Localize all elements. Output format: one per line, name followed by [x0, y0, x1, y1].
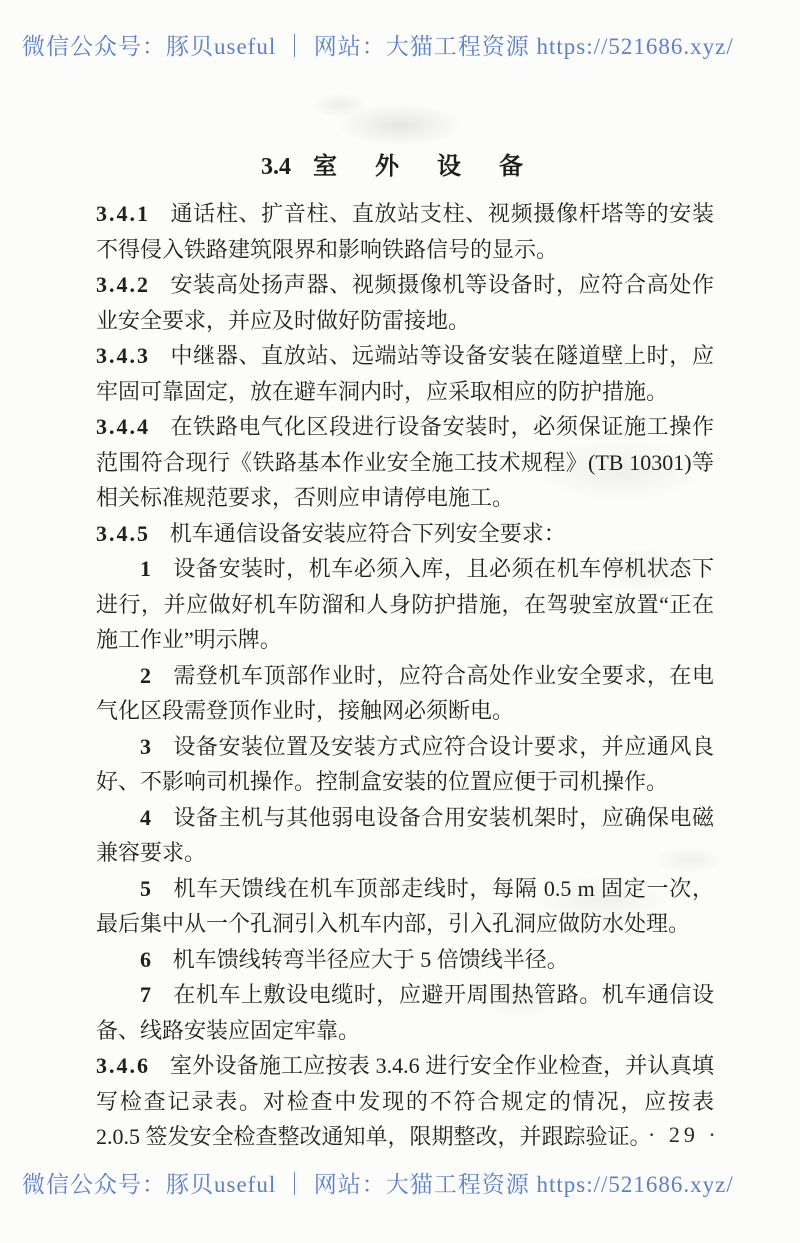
clause-text: 在铁路电气化区段进行设备安装时，必须保证施工操作范围符合现行《铁路基本作业安全施工技术规程》(TB 10301)等相关标准规范要求，否则应申请停电施工。: [96, 414, 714, 510]
clause-text: 机车天馈线在机车顶部走线时，每隔 0.5 m 固定一次，最后集中从一个孔洞引入机车内部，引入孔洞应做防水处理。: [96, 875, 714, 936]
clause-paragraph: [96, 409, 714, 516]
footer-watermark: 微信公众号：豚贝useful ｜ 网站：大猫工程资源 https://521686.xyz/: [22, 1172, 734, 1197]
clause-text: 通话柱、扩音柱、直放站支柱、视频摄像杆塔等的安装不得侵入铁路建筑限界和影响铁路信号的显示。: [96, 201, 714, 262]
page-number: · 29 ·: [648, 1122, 720, 1147]
clause-paragraph: [96, 800, 714, 871]
clause-text: 设备安装时，机车必须入库，且必须在机车停机状态下进行，并应做好机车防溜和人身防护措施，在驾驶室放置“正在施工作业”明示牌。: [96, 556, 714, 652]
clause-text: 机车通信设备安装应符合下列安全要求：: [169, 520, 566, 546]
clause-text: 在机车上敷设电缆时，应避开周围热管路。机车通信设备、线路安装应固定牢靠。: [96, 982, 714, 1043]
clause-number: 4: [140, 804, 153, 830]
clause-number: 3: [140, 733, 153, 759]
clause-number: 3.4.2: [96, 272, 150, 297]
clause-number: 6: [140, 946, 153, 972]
clause-number: 3.4.3: [96, 343, 150, 368]
clause-paragraph: [96, 977, 714, 1048]
section-title-number: 3.4: [261, 154, 291, 180]
section-title: [0, 146, 800, 181]
clause-number: 2: [140, 662, 153, 688]
clause-text: 设备主机与其他弱电设备合用安装机架时，应确保电磁兼容要求。: [96, 804, 714, 865]
clause-text: 机车馈线转弯半径应大于 5 倍馈线半径。: [172, 946, 569, 972]
clause-paragraph: [96, 1048, 714, 1155]
clause-number: 3.4.6: [96, 1053, 150, 1078]
clause-number: 3.4.1: [96, 201, 150, 226]
clause-number: 5: [140, 875, 153, 901]
clause-paragraph: [96, 729, 714, 800]
clause-number: 7: [140, 982, 153, 1007]
clause-number: 1: [140, 556, 153, 581]
clause-number: 3.4.4: [96, 414, 150, 439]
clause-text: 室外设备施工应按表 3.4.6 进行安全作业检查，并认真填写检查记录表。对检查中发现的不符合规定的情况，应按表 2.0.5 签发安全检查整改通知单，限期整改，并跟踪验证。: [96, 1053, 714, 1149]
clause-paragraph: [96, 196, 714, 267]
clause-text: 需登机车顶部作业时，应符合高处作业安全要求，在电气化区段需登顶作业时，接触网必须断电。: [96, 662, 714, 723]
header-watermark: 微信公众号：豚贝useful ｜ 网站：大猫工程资源 https://521686.xyz/: [22, 34, 734, 59]
section-title-text: 室 外 设 备: [313, 154, 539, 180]
clause-paragraph: [96, 658, 714, 729]
clause-paragraph: [96, 516, 714, 552]
clause-text: 安装高处扬声器、视频摄像机等设备时，应符合高处作业安全要求，并应及时做好防雷接地。: [96, 272, 714, 333]
clause-number: 3.4.5: [96, 520, 150, 546]
clause-paragraph: [96, 942, 714, 978]
clause-text: 设备安装位置及安装方式应符合设计要求，并应通风良好、不影响司机操作。控制盒安装的位置应便于司机操作。: [96, 733, 714, 794]
clause-text: 中继器、直放站、远端站等设备安装在隧道壁上时，应牢固可靠固定，放在避车洞内时，应采取相应的防护措施。: [96, 343, 714, 404]
clause-paragraph: [96, 338, 714, 409]
clause-paragraph: [96, 267, 714, 338]
clause-paragraph: [96, 871, 714, 942]
document-body: [96, 196, 714, 1155]
clause-paragraph: [96, 551, 714, 658]
